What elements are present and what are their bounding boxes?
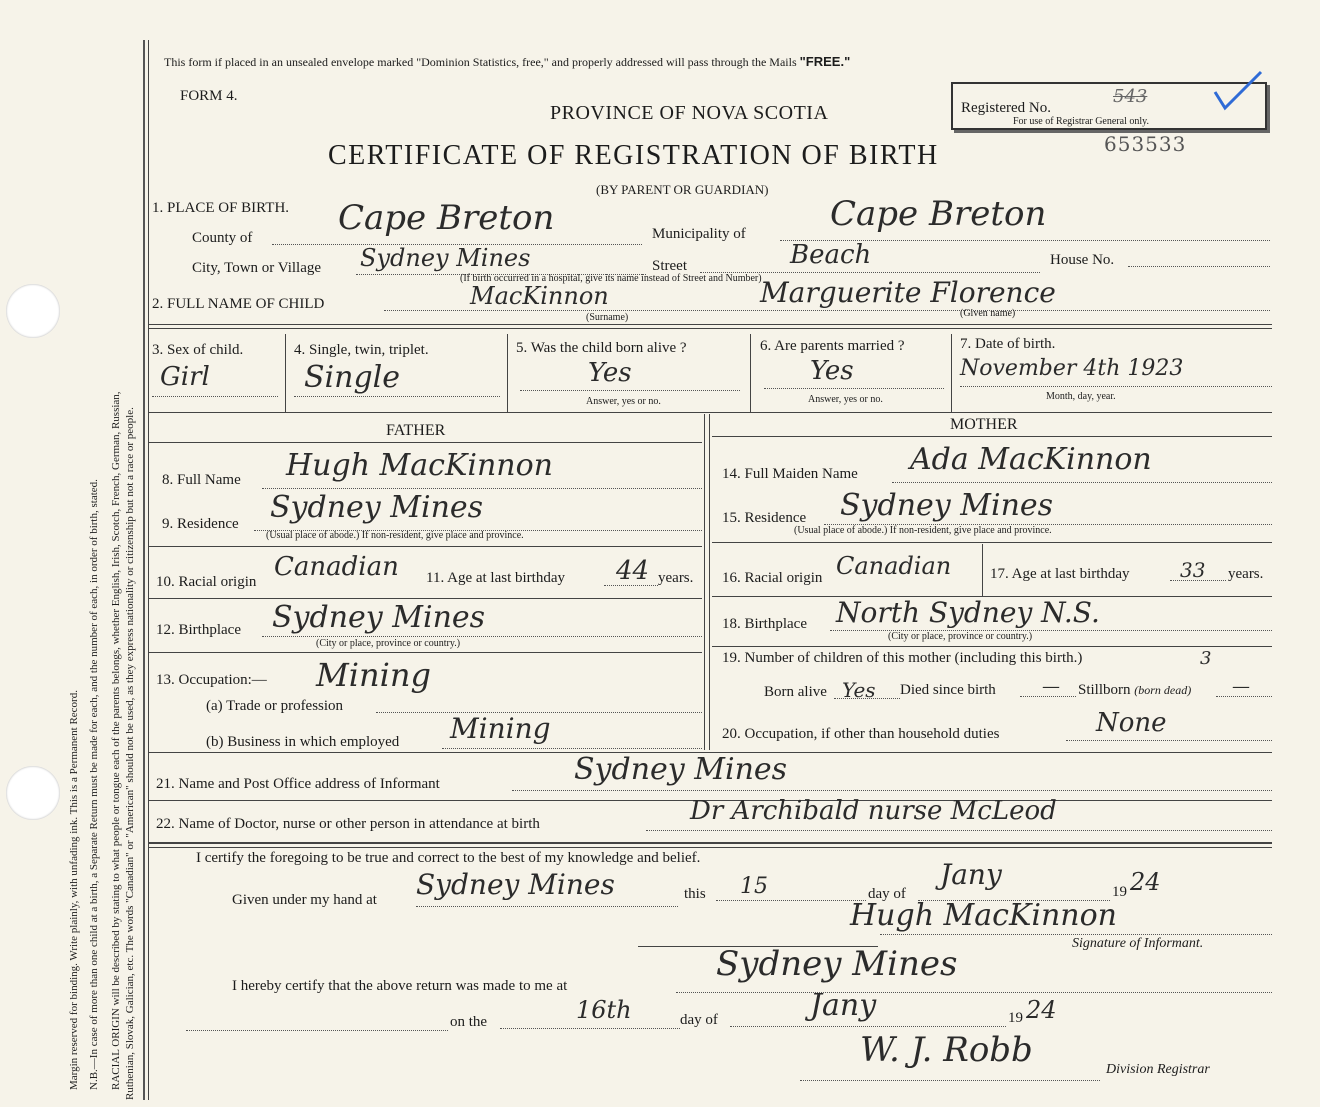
given-day-of-label: day of xyxy=(868,886,906,902)
mother-birthplace-caption: (City or place, province or country.) xyxy=(888,631,1033,642)
this-label: this xyxy=(684,886,706,902)
informant-label: 21. Name and Post Office address of Informant xyxy=(156,776,440,792)
dob-value: November 4th 1923 xyxy=(960,356,1184,381)
child-name-label: 2. FULL NAME OF CHILD xyxy=(152,296,325,312)
given-place-value: Sydney Mines xyxy=(416,868,615,901)
father-name-value: Hugh MacKinnon xyxy=(286,448,553,483)
alive-value: Yes xyxy=(588,358,632,388)
mother-occupation-value: None xyxy=(1096,708,1167,738)
dob-caption: Month, day, year. xyxy=(1046,391,1116,402)
married-value: Yes xyxy=(810,356,854,386)
registrar-statement: I hereby certify that the above return was made to me at xyxy=(232,978,568,994)
registrar-signature: W. J. Robb xyxy=(860,1030,1033,1070)
father-racial-value: Canadian xyxy=(274,552,399,582)
father-occupation-value: Mining xyxy=(316,656,431,694)
born-alive-label: Born alive xyxy=(764,684,827,700)
certificate-title: CERTIFICATE OF REGISTRATION OF BIRTH xyxy=(328,140,939,171)
given-month-value: Jany xyxy=(940,858,1002,891)
informant-signature: Hugh MacKinnon xyxy=(850,898,1117,933)
registered-value: 543 xyxy=(1113,86,1148,107)
multiple-label: 4. Single, twin, triplet. xyxy=(294,342,429,358)
registrar-month-value: Jany xyxy=(810,988,877,1023)
father-occupation-label: 13. Occupation:— xyxy=(156,672,267,688)
mother-children-value: 3 xyxy=(1200,648,1212,669)
doctor-value: Dr Archibald nurse McLeod xyxy=(690,796,1057,826)
mother-residence-value: Sydney Mines xyxy=(840,488,1054,523)
born-alive-value: Yes xyxy=(842,678,876,702)
given-day-value: 15 xyxy=(740,874,768,899)
mother-birthplace-label: 18. Birthplace xyxy=(722,616,807,632)
form-number: FORM 4. xyxy=(180,88,238,104)
municipality-value: Cape Breton xyxy=(830,194,1047,234)
mother-heading: MOTHER xyxy=(950,416,1018,433)
binding-hole-top xyxy=(6,284,60,338)
informant-signature-caption: Signature of Informant. xyxy=(1072,936,1204,951)
registered-stamp: 653533 xyxy=(1104,132,1187,156)
sex-label: 3. Sex of child. xyxy=(152,342,244,358)
sex-value: Girl xyxy=(160,362,210,392)
father-business-label: (b) Business in which employed xyxy=(206,734,400,750)
mother-age-value: 33 xyxy=(1180,558,1206,582)
street-label: Street xyxy=(652,258,687,274)
registrar-day-value: 16th xyxy=(576,996,632,1024)
stillborn-label: Stillborn (born dead) xyxy=(1078,682,1192,698)
father-heading: FATHER xyxy=(386,422,446,439)
married-label: 6. Are parents married ? xyxy=(760,338,905,354)
multiple-value: Single xyxy=(304,360,401,395)
binding-hole-bottom xyxy=(6,766,60,820)
margin-note-1: Margin reserved for binding. Write plainly, with unfading ink. This is a Permanent Record. xyxy=(68,690,80,1090)
alive-label: 5. Was the child born alive ? xyxy=(516,340,687,356)
informant-value: Sydney Mines xyxy=(574,752,788,787)
mother-name-label: 14. Full Maiden Name xyxy=(722,466,858,482)
certificate-subtitle: (BY PARENT OR GUARDIAN) xyxy=(596,182,769,197)
municipality-label: Municipality of xyxy=(652,226,746,242)
street-value: Beach xyxy=(790,240,872,270)
father-racial-label: 10. Racial origin xyxy=(156,574,257,590)
father-age-value: 44 xyxy=(616,556,650,586)
surname-caption: (Surname) xyxy=(586,312,629,323)
mother-age-label: 17. Age at last birthday xyxy=(990,566,1130,582)
registrar-caption: Division Registrar xyxy=(1106,1062,1210,1077)
certify-statement: I certify the foregoing to be true and correct to the best of my knowledge and belief. xyxy=(196,850,701,866)
on-the-label: on the xyxy=(450,1014,488,1030)
alive-caption: Answer, yes or no. xyxy=(586,396,661,407)
given-caption: (Given name) xyxy=(960,308,1016,319)
mother-residence-label: 15. Residence xyxy=(722,510,807,526)
died-value: — xyxy=(1042,676,1060,697)
father-residence-caption: (Usual place of abode.) If non-resident, give place and province. xyxy=(266,530,524,541)
doctor-label: 22. Name of Doctor, nurse or other person in attendance at birth xyxy=(156,816,540,832)
margin-note-4: Ruthenian, Slovak, Galician, etc. The words "Canadian" or "American" should not be used, as they express nationality or citizenship but not a race or people. xyxy=(124,407,136,1100)
father-age-years: years. xyxy=(658,570,694,586)
mother-name-value: Ada MacKinnon xyxy=(910,442,1152,477)
mother-children-label: 19. Number of children of this mother (including this birth.) xyxy=(722,650,1083,666)
registered-label: Registered No. xyxy=(961,100,1051,116)
county-value: Cape Breton xyxy=(338,198,555,238)
mother-racial-value: Canadian xyxy=(836,552,952,580)
father-business-value: Mining xyxy=(450,712,551,745)
mail-free: "FREE." xyxy=(799,54,851,69)
margin-note-3: RACIAL ORIGIN will be described by stating to what people or tongue each of the parents belongs, whether English, Irish, Scotch, French, German, Russian, xyxy=(110,391,122,1090)
father-birthplace-caption: (City or place, province or country.) xyxy=(316,638,461,649)
stillborn-value: — xyxy=(1232,676,1250,697)
father-birthplace-value: Sydney Mines xyxy=(272,600,486,635)
mother-birthplace-value: North Sydney N.S. xyxy=(836,596,1100,629)
father-trade-label: (a) Trade or profession xyxy=(206,698,344,714)
given-year-prefix: 19 xyxy=(1112,884,1127,900)
dob-label: 7. Date of birth. xyxy=(960,336,1056,352)
father-age-label: 11. Age at last birthday xyxy=(426,570,565,586)
mother-racial-label: 16. Racial origin xyxy=(722,570,823,586)
mail-notice: This form if placed in an unsealed envelope marked "Dominion Statistics, free," and properly addressed will pass through the Mails "FREE." xyxy=(164,54,851,69)
father-name-label: 8. Full Name xyxy=(162,472,241,488)
city-label: City, Town or Village xyxy=(192,260,322,276)
province-heading: PROVINCE OF NOVA SCOTIA xyxy=(550,102,829,124)
child-given-value: Marguerite Florence xyxy=(760,276,1056,309)
registrar-year-value: 24 xyxy=(1026,996,1057,1024)
mother-occupation-label: 20. Occupation, if other than household duties xyxy=(722,726,1000,742)
married-caption: Answer, yes or no. xyxy=(808,394,883,405)
place-label: 1. PLACE OF BIRTH. xyxy=(152,200,290,216)
registered-box xyxy=(951,82,1267,130)
registrar-place-value: Sydney Mines xyxy=(716,944,958,984)
given-year-value: 24 xyxy=(1130,868,1161,896)
father-residence-value: Sydney Mines xyxy=(270,490,484,525)
county-label: County of xyxy=(192,230,253,246)
mother-age-years: years. xyxy=(1228,566,1264,582)
father-birthplace-label: 12. Birthplace xyxy=(156,622,241,638)
father-residence-label: 9. Residence xyxy=(162,516,239,532)
child-surname-value: MacKinnon xyxy=(470,282,609,310)
given-label: Given under my hand at xyxy=(232,892,377,908)
checkmark-icon xyxy=(1211,70,1265,114)
mother-residence-caption: (Usual place of abode.) If non-resident, give place and province. xyxy=(794,525,1052,536)
city-value: Sydney Mines xyxy=(360,244,531,272)
margin-note-2: N.B.—In case of more than one child at a birth, a Separate Return must be made for each, and the number of each, in order of birth, stated. xyxy=(88,479,100,1090)
hospital-note: (If birth occurred in a hospital, give its name instead of Street and Number) xyxy=(460,273,762,284)
died-label: Died since birth xyxy=(900,682,996,698)
registrar-day-of-label: day of xyxy=(680,1012,718,1028)
registrar-year-prefix: 19 xyxy=(1008,1010,1023,1026)
house-label: House No. xyxy=(1050,252,1115,268)
registered-note: For use of Registrar General only. xyxy=(1013,116,1149,127)
